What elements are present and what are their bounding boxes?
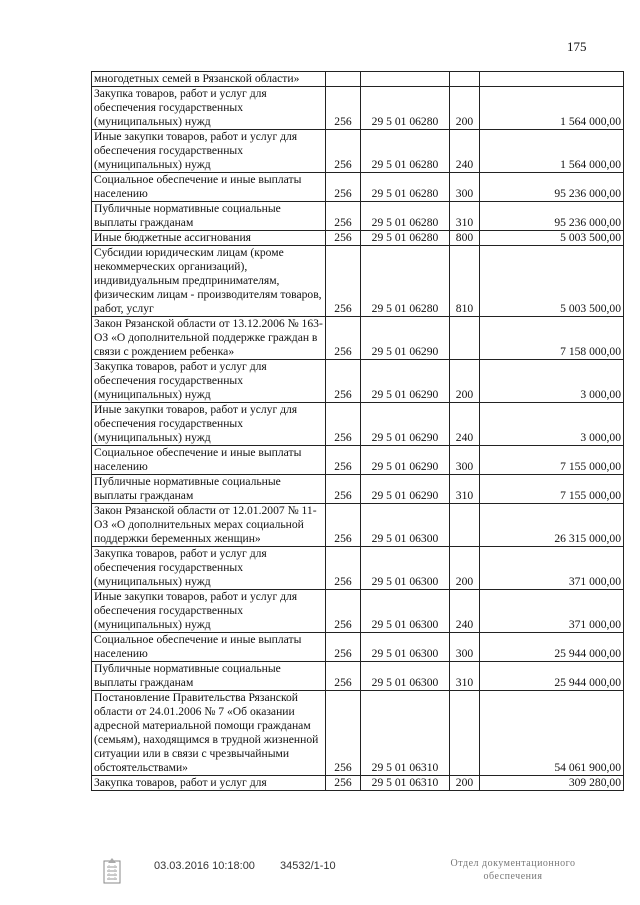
row-csr: 29 5 01 06300 [361, 590, 450, 633]
table-row [92, 87, 624, 130]
row-vr: 310 [450, 475, 480, 504]
row-code: 256 [326, 202, 361, 231]
row-csr: 29 5 01 06280 [361, 246, 450, 317]
row-amount: 26 315 000,00 [480, 504, 624, 547]
row-csr: 29 5 01 06300 [361, 633, 450, 662]
row-code: 256 [326, 504, 361, 547]
row-csr: 29 5 01 06290 [361, 446, 450, 475]
table-row [92, 776, 624, 791]
table-row [92, 231, 624, 246]
coat-of-arms-icon [100, 855, 124, 887]
row-name: Закупка товаров, работ и услуг для [92, 776, 326, 791]
table-row [92, 202, 624, 231]
row-name: Иные закупки товаров, работ и услуг для обеспечения государственных (муниципальных) нужд [92, 403, 326, 446]
page-footer [0, 850, 640, 900]
row-code: 256 [326, 317, 361, 360]
row-name: Постановление Правительства Рязанской области от 24.01.2006 № 7 «Об оказании адресной материальной помощи гражданам (семьям), находящимся в трудной жизненной ситуации или в связи с чрезвычайными обстоятельствами» [92, 691, 326, 776]
row-csr [361, 72, 450, 87]
row-vr [450, 317, 480, 360]
row-csr: 29 5 01 06280 [361, 130, 450, 173]
row-name: Закупка товаров, работ и услуг для обеспечения государственных (муниципальных) нужд [92, 360, 326, 403]
table-row [92, 662, 624, 691]
row-csr: 29 5 01 06290 [361, 403, 450, 446]
row-name: Иные закупки товаров, работ и услуг для обеспечения государственных (муниципальных) нужд [92, 130, 326, 173]
table-row [92, 590, 624, 633]
row-csr: 29 5 01 06300 [361, 662, 450, 691]
row-vr: 240 [450, 590, 480, 633]
row-code: 256 [326, 87, 361, 130]
row-name: Иные закупки товаров, работ и услуг для обеспечения государственных (муниципальных) нужд [92, 590, 326, 633]
row-csr: 29 5 01 06280 [361, 173, 450, 202]
row-vr: 310 [450, 662, 480, 691]
row-amount: 309 280,00 [480, 776, 624, 791]
table-row [92, 403, 624, 446]
row-csr: 29 5 01 06300 [361, 504, 450, 547]
row-vr: 240 [450, 130, 480, 173]
row-name: Социальное обеспечение и иные выплаты населению [92, 633, 326, 662]
row-csr: 29 5 01 06310 [361, 691, 450, 776]
table-row [92, 173, 624, 202]
row-csr: 29 5 01 06280 [361, 202, 450, 231]
budget-table [91, 71, 624, 791]
row-code: 256 [326, 475, 361, 504]
row-code [326, 72, 361, 87]
table-row [92, 246, 624, 317]
row-name: Публичные нормативные социальные выплаты гражданам [92, 662, 326, 691]
row-vr [450, 72, 480, 87]
row-vr: 200 [450, 776, 480, 791]
row-name: Субсидии юридическим лицам (кроме некоммерческих организаций), индивидуальным предпринимателям, физическим лицам - производителям товаров, работ, услуг [92, 246, 326, 317]
row-code: 256 [326, 776, 361, 791]
table-row [92, 691, 624, 776]
row-code: 256 [326, 231, 361, 246]
row-vr: 240 [450, 403, 480, 446]
row-amount: 95 236 000,00 [480, 202, 624, 231]
row-amount: 54 061 900,00 [480, 691, 624, 776]
footer-datetime: 03.03.2016 10:18:00 [154, 860, 255, 872]
row-csr: 29 5 01 06290 [361, 475, 450, 504]
row-amount: 5 003 500,00 [480, 246, 624, 317]
row-csr: 29 5 01 06300 [361, 547, 450, 590]
row-amount: 1 564 000,00 [480, 87, 624, 130]
footer-department-line2: обеспечения [483, 871, 543, 882]
row-code: 256 [326, 173, 361, 202]
row-vr: 800 [450, 231, 480, 246]
table-row [92, 633, 624, 662]
row-vr: 300 [450, 633, 480, 662]
row-amount: 7 155 000,00 [480, 446, 624, 475]
row-vr: 810 [450, 246, 480, 317]
table-row [92, 72, 624, 87]
row-amount: 7 158 000,00 [480, 317, 624, 360]
table-row [92, 360, 624, 403]
row-name: Закон Рязанской области от 13.12.2006 № 163-ОЗ «О дополнительной поддержке граждан в связи с рождением ребенка» [92, 317, 326, 360]
row-csr: 29 5 01 06280 [361, 87, 450, 130]
row-vr: 200 [450, 360, 480, 403]
row-vr: 200 [450, 547, 480, 590]
page-number: 175 [567, 39, 587, 54]
row-code: 256 [326, 130, 361, 173]
row-code: 256 [326, 691, 361, 776]
row-name: Публичные нормативные социальные выплаты гражданам [92, 475, 326, 504]
row-csr: 29 5 01 06310 [361, 776, 450, 791]
footer-department-line1: Отдел документационного [450, 858, 576, 869]
table-row [92, 446, 624, 475]
row-name: Иные бюджетные ассигнования [92, 231, 326, 246]
row-amount: 371 000,00 [480, 547, 624, 590]
row-amount: 95 236 000,00 [480, 173, 624, 202]
table-row [92, 547, 624, 590]
row-name: многодетных семей в Рязанской области» [92, 72, 326, 87]
row-csr: 29 5 01 06290 [361, 360, 450, 403]
table-row [92, 475, 624, 504]
row-amount: 7 155 000,00 [480, 475, 624, 504]
footer-doc-number: 34532/1-10 [280, 860, 336, 872]
row-code: 256 [326, 547, 361, 590]
table-row [92, 317, 624, 360]
row-amount: 25 944 000,00 [480, 633, 624, 662]
row-csr: 29 5 01 06280 [361, 231, 450, 246]
row-vr: 300 [450, 173, 480, 202]
row-code: 256 [326, 403, 361, 446]
row-code: 256 [326, 446, 361, 475]
table-row [92, 130, 624, 173]
footer-department [438, 857, 588, 883]
row-code: 256 [326, 633, 361, 662]
row-vr: 310 [450, 202, 480, 231]
row-amount: 3 000,00 [480, 403, 624, 446]
row-name: Закон Рязанской области от 12.01.2007 № 11-ОЗ «О дополнительных мерах социальной поддержки беременных женщин» [92, 504, 326, 547]
row-code: 256 [326, 590, 361, 633]
row-name: Социальное обеспечение и иные выплаты населению [92, 173, 326, 202]
row-code: 256 [326, 246, 361, 317]
row-vr [450, 504, 480, 547]
row-amount: 371 000,00 [480, 590, 624, 633]
row-name: Закупка товаров, работ и услуг для обеспечения государственных (муниципальных) нужд [92, 547, 326, 590]
row-vr: 300 [450, 446, 480, 475]
row-vr [450, 691, 480, 776]
row-amount: 3 000,00 [480, 360, 624, 403]
table-row [92, 504, 624, 547]
row-name: Публичные нормативные социальные выплаты гражданам [92, 202, 326, 231]
row-code: 256 [326, 360, 361, 403]
row-name: Социальное обеспечение и иные выплаты населению [92, 446, 326, 475]
row-name: Закупка товаров, работ и услуг для обеспечения государственных (муниципальных) нужд [92, 87, 326, 130]
row-csr: 29 5 01 06290 [361, 317, 450, 360]
row-vr: 200 [450, 87, 480, 130]
row-code: 256 [326, 662, 361, 691]
row-amount [480, 72, 624, 87]
row-amount: 5 003 500,00 [480, 231, 624, 246]
row-amount: 1 564 000,00 [480, 130, 624, 173]
row-amount: 25 944 000,00 [480, 662, 624, 691]
